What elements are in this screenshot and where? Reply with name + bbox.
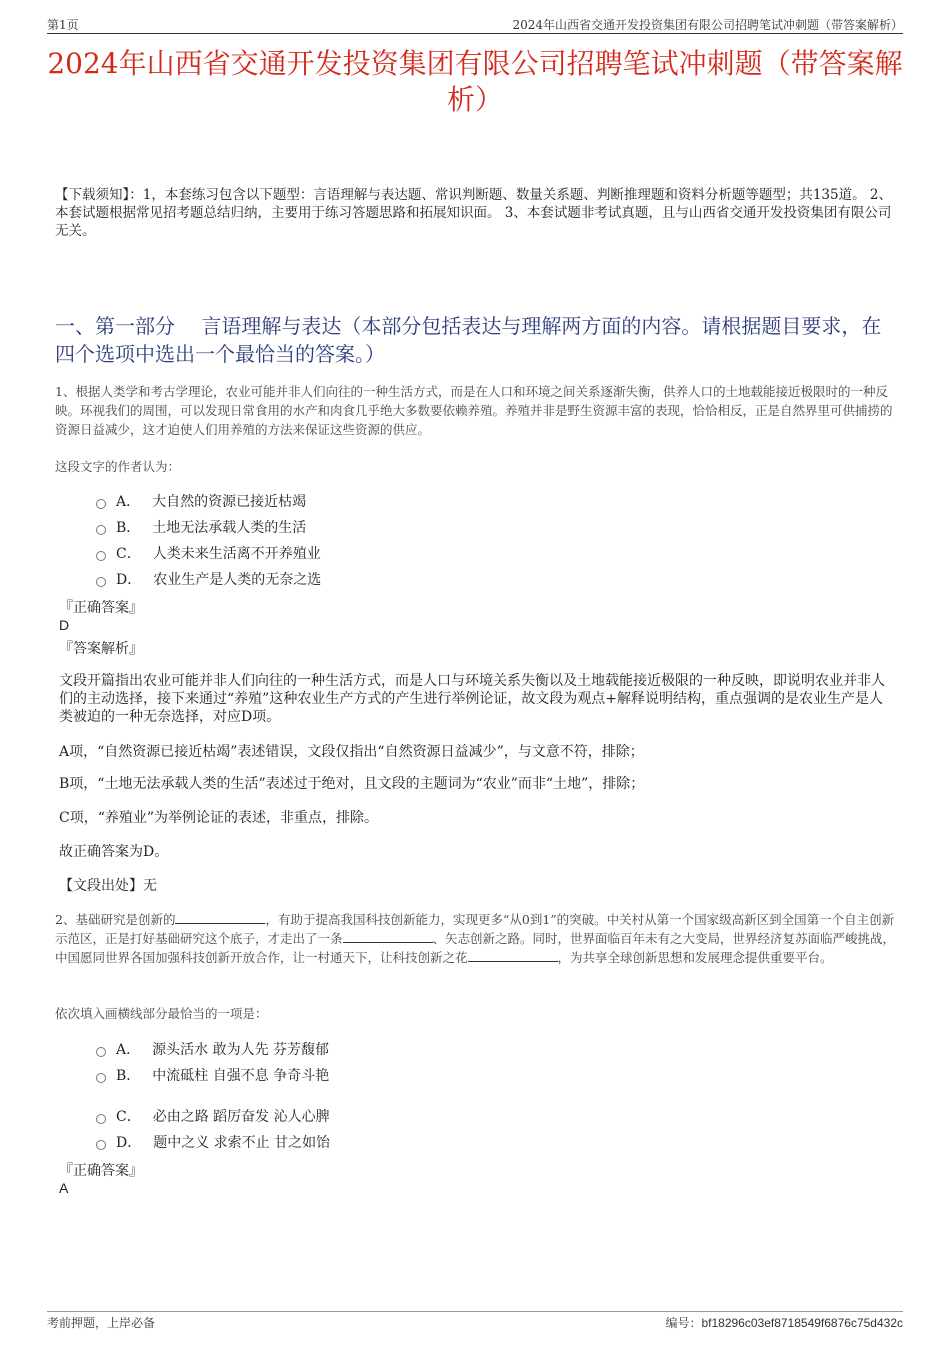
radio-icon[interactable] [96,1140,106,1150]
passage-source: 【文段出处】无 [59,878,157,894]
option-a[interactable]: A． 源头活水 敢为人先 芬芳馥郁 [96,1036,329,1062]
option-a[interactable]: A． 大自然的资源已接近枯竭 [96,488,321,514]
radio-icon[interactable] [96,551,106,561]
page-number: 第1页 [47,18,79,32]
analysis-paragraph: C项，“养殖业”为举例论证的表述，非重点，排除。 [59,810,379,826]
header-divider [47,33,903,34]
radio-icon[interactable] [96,499,106,509]
fill-blank [175,913,265,924]
analysis-paragraph: B项，“土地无法承载人类的生活”表述过于绝对，且文段的主题词为“农业”而非“土地”，排除； [59,776,645,792]
analysis-paragraph: 文段开篇指出农业可能并非人们向往的一种生活方式，而是人口与环境关系失衡以及土地载能接近极限的一种反映，即说明农业并非人们的主动选择，接下来通过“养殖”这种农业生产方式的产生进行举例论证，故文段为观点+解释说明结构，重点强调的是农业生产是人类被迫的一种无奈选择，对应D项。 [59,673,885,725]
footer-divider [47,1311,903,1312]
option-d[interactable]: D． 农业生产是人类的无奈之选 [96,566,321,592]
correct-answer: A [59,1180,69,1196]
download-notice: 【下载须知】：1，本套练习包含以下题型：言语理解与表达题、常识判断题、数量关系题、判断推理题和资料分析题等题型；共135道。 2、本套试题根据常见招考题总结归纳，主要用于练习答题思路和拓展知识面。 3、本套试题非考试真题，且与山西省交通开发投资集团有限公司无关。 [55,187,892,239]
correct-answer-label: 『正确答案』 [59,1163,143,1179]
question-1-options [96,488,321,592]
correct-answer-label: 『正确答案』 [59,600,143,616]
question-2-options-ab [96,1036,329,1088]
analysis-paragraph: A项，“自然资源已接近枯竭”表述错误，文段仅指出“自然资源日益减少”，与文意不符，排除； [59,744,644,760]
analysis-label: 『答案解析』 [59,641,143,657]
radio-icon[interactable] [96,525,106,535]
option-d[interactable]: D． 题中之义 求索不止 甘之如饴 [96,1129,330,1155]
radio-icon[interactable] [96,1114,106,1124]
running-header-title: 2024年山西省交通开发投资集团有限公司招聘笔试冲刺题（带答案解析） [512,18,903,32]
document-code: 编号：bf18296c03ef8718549f6876c75d432c [665,1316,903,1330]
footer-slogan: 考前押题，上岸必备 [47,1316,156,1330]
option-c[interactable]: C． 人类未来生活离不开养殖业 [96,540,321,566]
radio-icon[interactable] [96,1047,106,1057]
option-b[interactable]: B． 土地无法承载人类的生活 [96,514,321,540]
correct-answer: D [59,617,70,633]
question-2-prompt: 依次填入画横线部分最恰当的一项是： [55,1006,268,1021]
option-b[interactable]: B． 中流砥柱 自强不息 争奇斗艳 [96,1062,329,1088]
radio-icon[interactable] [96,577,106,587]
section-heading: 一、第一部分 言语理解与表达（本部分包括表达与理解两方面的内容。请根据题目要求，在四个选项中选出一个最恰当的答案。） [55,314,882,366]
option-c[interactable]: C． 必由之路 蹈厉奋发 沁人心脾 [96,1103,330,1129]
question-1-stem: 1、根据人类学和考古学理论，农业可能并非人们向往的一种生活方式，而是在人口和环境之间关系逐渐失衡，供养人口的土地载能接近极限时的一种反映。环视我们的周围，可以发现日常食用的水产和肉食几乎绝大多数要依赖养殖。养殖并非是野生资源丰富的表现，恰恰相反，正是自然界里可供捕捞的资源日益减少，这才迫使人们用养殖的方法来保证这些资源的供应。 [55,384,893,437]
fill-blank [468,951,558,962]
question-1-prompt: 这段文字的作者认为： [55,459,181,474]
fill-blank [343,932,433,943]
document-title: 2024年山西省交通开发投资集团有限公司招聘笔试冲刺题（带答案解析） [47,47,903,116]
radio-icon[interactable] [96,1073,106,1083]
analysis-conclusion: 故正确答案为D。 [59,844,169,860]
question-2-options-cd [96,1103,330,1155]
question-2-stem: 2、基础研究是创新的 ，有助于提高我国科技创新能力，实现更多“从0到1”的突破。中关村从第一个国家级高新区到全国第一个自主创新示范区，正是打好基础研究这个底子，才走出了一条 、矢志创新之路。同时，世界面临百年未有之大变局，世界经济复苏面临严峻挑战，中国愿同世界各国加强科技创新开放合作，让一村通天下，让科技创新之花 ，为共享全球创新思想和发展理念提供重要平台。 [55,912,896,965]
